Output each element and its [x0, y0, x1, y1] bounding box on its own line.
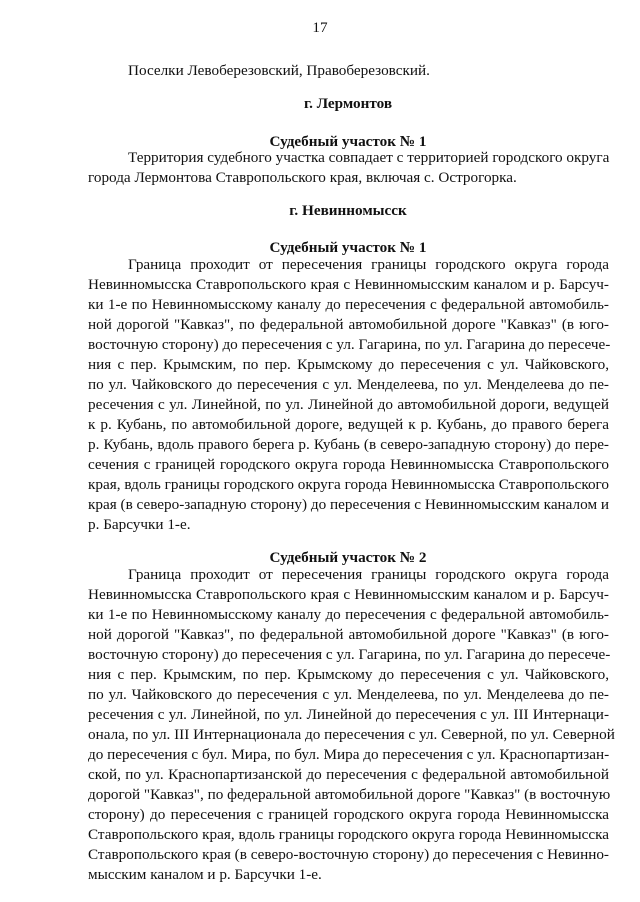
paragraph-line: Невинномысска Ставропольского края с Невинномысским каналом и р. Барсуч-	[88, 586, 609, 603]
paragraph-line: края (в северо-западную сторону) до пересечения с Невинномысским каналом и	[88, 496, 609, 513]
city-heading-nevinnomyssk: г. Невинномысск	[289, 202, 407, 219]
paragraph-line: онала, по ул. III Интернационала до пересечения с ул. Северной, по ул. Северной	[88, 726, 615, 743]
paragraph-line: города Лермонтова Ставропольского края, включая с. Острогорка.	[88, 169, 517, 186]
paragraph-line: по ул. Чайковского до пересечения с ул. Менделеева, по ул. Менделеева до пе-	[88, 376, 609, 393]
paragraph-line: Граница проходит от пересечения границы городского округа города	[128, 566, 609, 583]
paragraph-line: ной дорогой "Кавказ", по федеральной автомобильной дороге "Кавказ" (в юго-	[88, 316, 609, 333]
paragraph-line: сечения с границей городского округа города Невинномысска Ставропольского	[88, 456, 609, 473]
paragraph-line: ской, по ул. Краснопартизанской до пересечения с федеральной автомобильной	[88, 766, 609, 783]
paragraph-line: дорогой "Кавказ", по федеральной автомобильной дороге "Кавказ" (в восточную	[88, 786, 611, 803]
paragraph-line: Ставропольского края, вдоль границы городского округа города Невинномысска	[88, 826, 609, 843]
paragraph-line: ной дорогой "Кавказ", по федеральной автомобильной дороге "Кавказ" (в юго-	[88, 626, 609, 643]
paragraph-line: р. Кубань, вдоль правого берега р. Кубань (в северо-западную сторону) до пере-	[88, 436, 609, 453]
paragraph-line: сторону) до пересечения с границей городского округа города Невинномысска	[88, 806, 609, 823]
paragraph-line: Граница проходит от пересечения границы городского округа города	[128, 256, 609, 273]
paragraph-line: до пересечения с бул. Мира, по бул. Мира до пересечения с ул. Краснопартизан-	[88, 746, 610, 763]
paragraph-line: Ставропольского края (в северо-восточную сторону) до пересечения с Невинно-	[88, 846, 609, 863]
paragraph-line: к р. Кубань, по автомобильной дороге, ведущей к р. Кубань, до правого берега	[88, 416, 609, 433]
paragraph-line: р. Барсучки 1-е.	[88, 516, 191, 533]
paragraph-line: края, вдоль границы городского округа города Невинномысска Ставропольского	[88, 476, 609, 493]
paragraph-line: Невинномысска Ставропольского края с Невинномысским каналом и р. Барсуч-	[88, 276, 609, 293]
district-heading-nevinnomyssk-2: Судебный участок № 2	[269, 549, 427, 566]
paragraph-line: мысским каналом и р. Барсучки 1-е.	[88, 866, 322, 883]
intro-line: Поселки Левоберезовский, Правоберезовский.	[128, 62, 430, 79]
paragraph-line: восточную сторону) до пересечения с ул. Гагарина, по ул. Гагарина до пересече-	[88, 336, 611, 353]
paragraph-line: ресечения с ул. Линейной, по ул. Линейной до автомобильной дороги, ведущей	[88, 396, 609, 413]
district-heading-nevinnomyssk-1: Судебный участок № 1	[269, 239, 427, 256]
paragraph-line: восточную сторону) до пересечения с ул. Гагарина, по ул. Гагарина до пересече-	[88, 646, 611, 663]
paragraph-line: по ул. Чайковского до пересечения с ул. Менделеева, по ул. Менделеева до пе-	[88, 686, 609, 703]
paragraph-line: ки 1-е по Невинномысскому каналу до пересечения с федеральной автомобиль-	[88, 606, 609, 623]
paragraph-line: ки 1-е по Невинномысскому каналу до пересечения с федеральной автомобиль-	[88, 296, 609, 313]
paragraph-line: Территория судебного участка совпадает с территорией городского округа	[128, 149, 610, 166]
paragraph-line: ния с пер. Крымским, по пер. Крымскому до пересечения с ул. Чайковского,	[88, 356, 609, 373]
city-heading-lermontov: г. Лермонтов	[303, 95, 393, 112]
paragraph-line: ресечения с ул. Линейной, по ул. Линейной до пересечения с ул. III Интернаци-	[88, 706, 609, 723]
paragraph-line: ния с пер. Крымским, по пер. Крымскому до пересечения с ул. Чайковского,	[88, 666, 609, 683]
district-heading-lermontov-1: Судебный участок № 1	[269, 133, 427, 150]
page-number: 17	[312, 19, 328, 36]
